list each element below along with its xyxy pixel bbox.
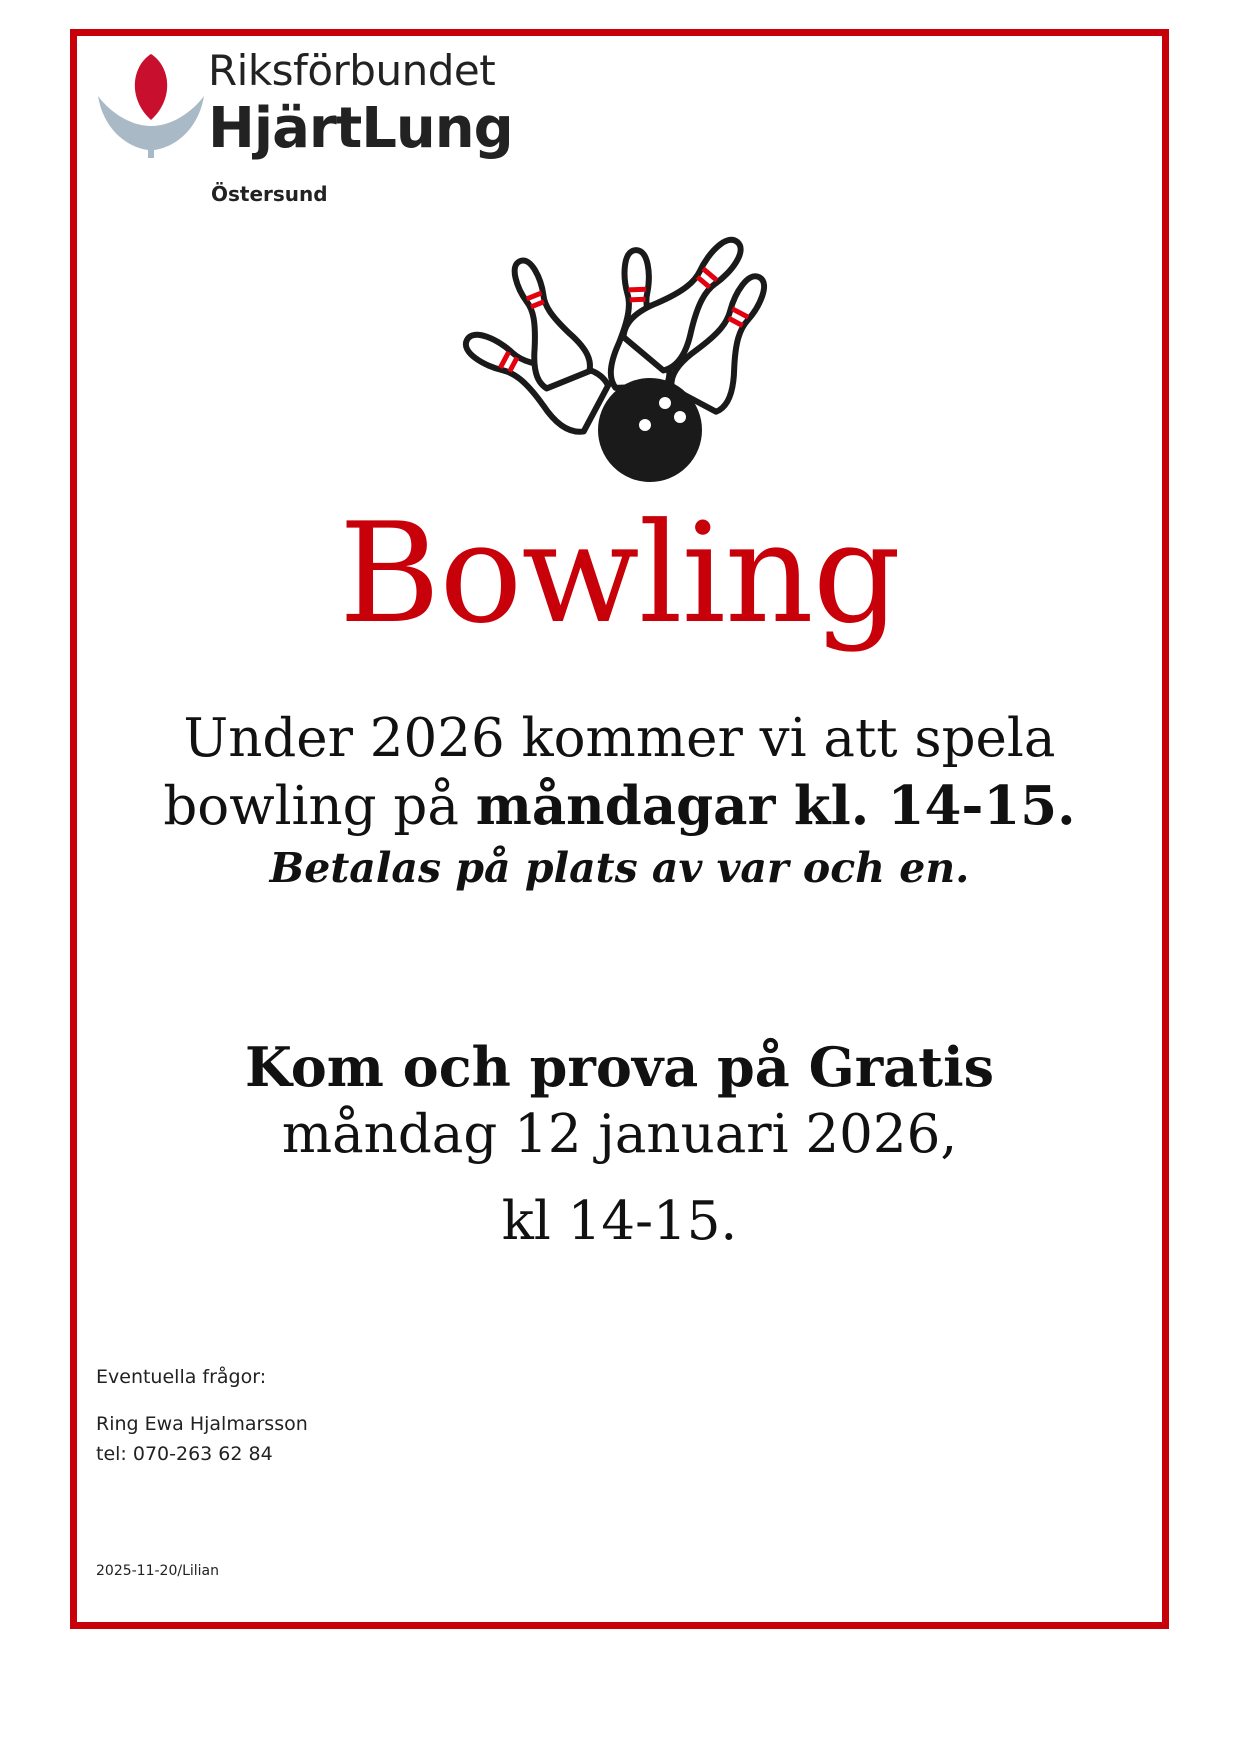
trial-heading: Kom och prova på Gratis: [244, 1035, 994, 1099]
bowling-illustration: [440, 225, 800, 490]
org-name-line2: HjärtLung: [208, 96, 513, 161]
footer-note: 2025-11-20/Lilian: [96, 1563, 219, 1579]
intro-line-1: Under 2026 kommer vi att spela: [183, 708, 1056, 769]
page-title: Bowling: [338, 493, 901, 654]
intro-line-2: [70, 775, 1169, 837]
bowling-ball-and-pins-icon: [440, 225, 800, 490]
contact-phone: tel: 070-263 62 84: [96, 1443, 273, 1465]
trial-date: måndag 12 januari 2026,: [281, 1104, 958, 1165]
intro-line-2-prefix: bowling på: [163, 776, 476, 837]
contact-question: Eventuella frågor:: [96, 1366, 267, 1388]
contact-name: Ring Ewa Hjalmarsson: [96, 1413, 308, 1435]
intro-schedule-highlight: måndagar kl. 14-15.: [475, 775, 1076, 837]
org-branch: Östersund: [211, 182, 328, 206]
trial-time: kl 14-15.: [501, 1191, 738, 1252]
org-name-line1: Riksförbundet: [208, 46, 496, 95]
organization-logo: [96, 46, 516, 206]
payment-note: Betalas på plats av var och en.: [269, 844, 970, 892]
tulip-logo-icon: [96, 50, 206, 160]
